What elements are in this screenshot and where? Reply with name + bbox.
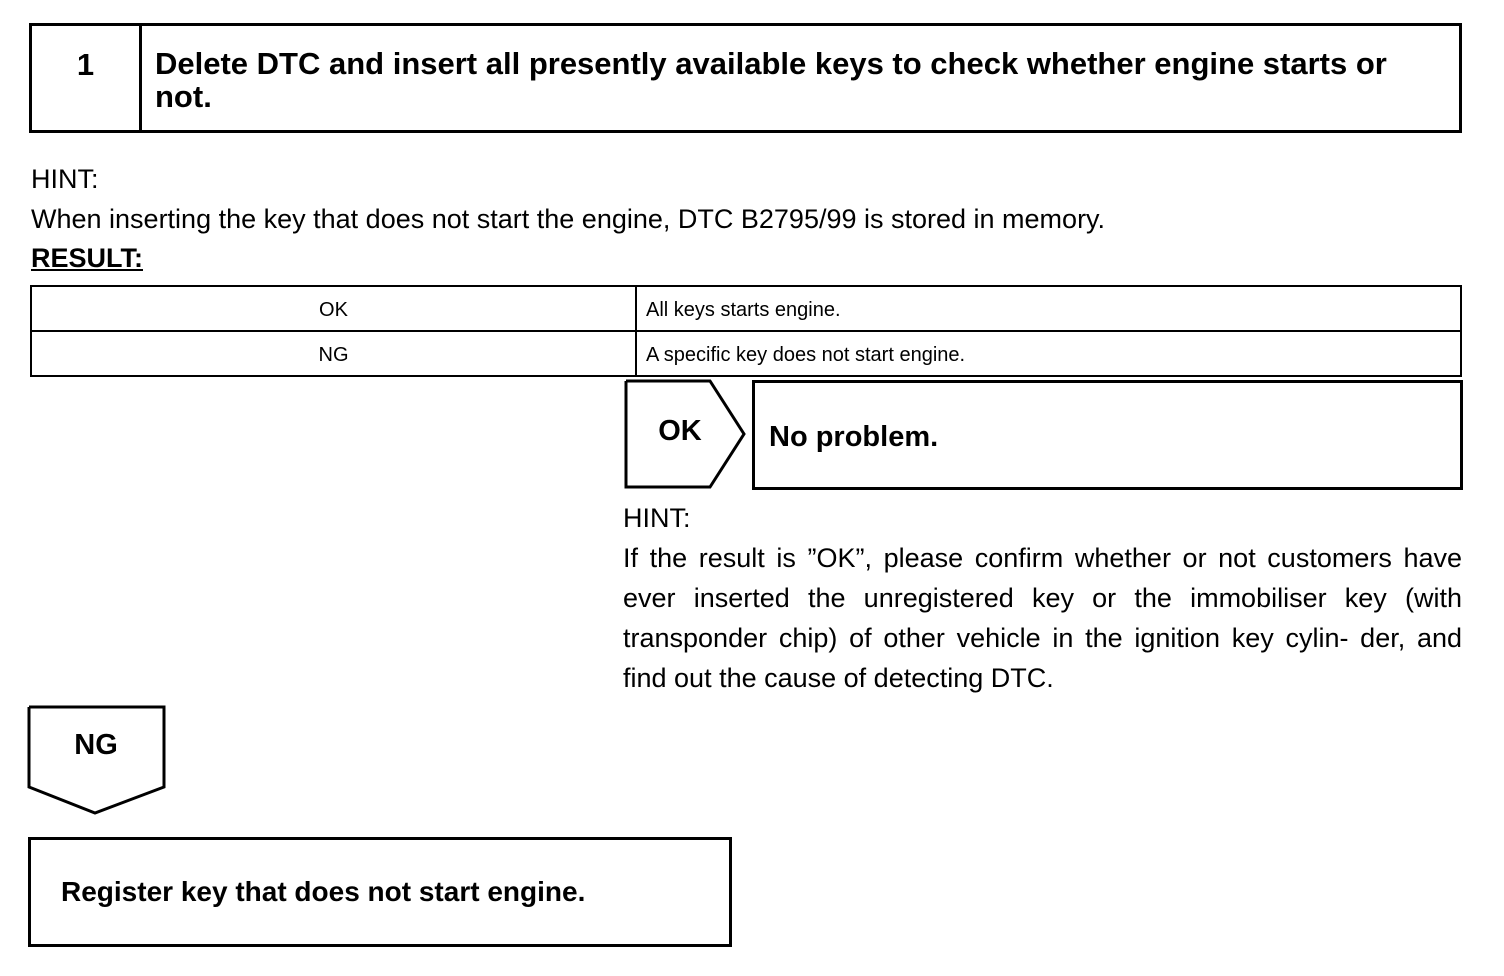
ng-label: NG bbox=[74, 729, 118, 761]
result-code: NG bbox=[31, 331, 636, 376]
ok-action-box: No problem. bbox=[752, 380, 1463, 490]
result-label: RESULT: bbox=[31, 243, 143, 273]
result-table bbox=[30, 285, 1462, 377]
result-description: All keys starts engine. bbox=[636, 286, 1461, 331]
step-title: Delete DTC and insert all presently available keys to check whether engine starts or not. bbox=[155, 46, 1387, 114]
hint-text: When inserting the key that does not start the engine, DTC B2795/99 is stored in memory. bbox=[31, 204, 1106, 234]
result-description: A specific key does not start engine. bbox=[636, 331, 1461, 376]
hint-label: HINT: bbox=[623, 503, 691, 533]
step-header bbox=[29, 23, 1462, 133]
table-row bbox=[31, 331, 1461, 376]
hint-label: HINT: bbox=[31, 164, 99, 194]
step-number: 1 bbox=[32, 26, 142, 130]
hint-text: If the result is ”OK”, please confirm whether or not customers have ever inserted the unregistered key or the immobiliser key (with transponder chip) of other vehicle in the ignition key cylin- der, and find out the cause of detecting DTC. bbox=[623, 543, 1462, 693]
table-row bbox=[31, 286, 1461, 331]
ok-label: OK bbox=[658, 415, 702, 447]
ng-action-box: Register key that does not start engine. bbox=[28, 837, 732, 947]
result-code: OK bbox=[31, 286, 636, 331]
